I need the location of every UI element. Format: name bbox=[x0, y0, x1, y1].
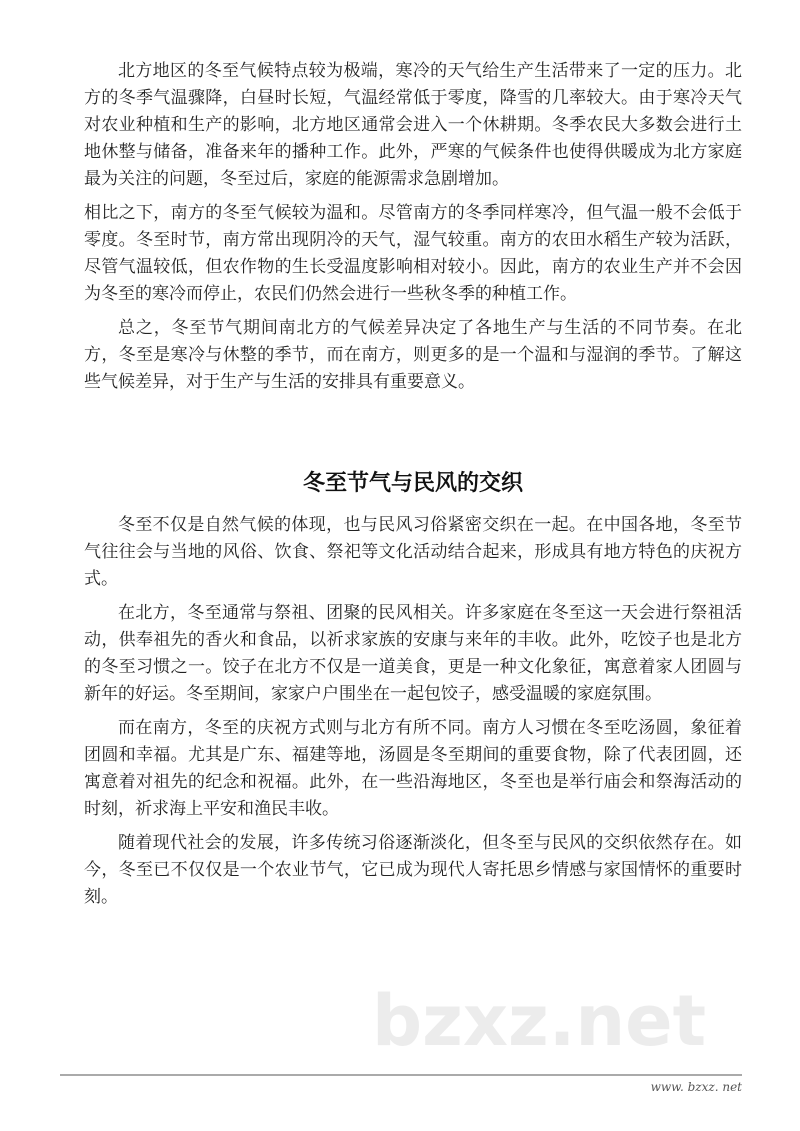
footer-divider bbox=[60, 1074, 742, 1076]
section-heading-wrap bbox=[84, 466, 742, 497]
footer-url: www. bzxz. net bbox=[650, 1080, 742, 1094]
paragraph-climate-summary: 总之，冬至节气期间南北方的气候差异决定了各地生产与生活的不同节奏。在北方，冬至是寒冷与休整的季节，而在南方，则更多的是一个温和与湿润的季节。了解这些气候差异，对于生产与生活的安排具有重要意义。 bbox=[84, 318, 742, 392]
paragraph-north-customs: 在北方，冬至通常与祭祖、团聚的民风相关。许多家庭在冬至这一天会进行祭祖活动，供奉祖先的香火和食品，以祈求家族的安康与来年的丰收。此外，吃饺子也是北方的冬至习惯之一。饺子在北方不仅是一道美食，更是一种文化象征，寓意着家人团圆与新年的好运。冬至期间，家家户户围坐在一起包饺子，感受温暖的家庭氛围。 bbox=[84, 603, 742, 704]
paragraph-south-customs: 而在南方，冬至的庆祝方式则与北方有所不同。南方人习惯在冬至吃汤圆，象征着团圆和幸福。尤其是广东、福建等地，汤圆是冬至期间的重要食物，除了代表团圆，还寓意着对祖先的纪念和祝福。此外，在一些沿海地区，冬至也是举行庙会和祭海活动的时刻，祈求海上平安和渔民丰收。 bbox=[84, 718, 742, 819]
paragraph-north-climate: 北方地区的冬至气候特点较为极端，寒冷的天气给生产生活带来了一定的压力。北方的冬季气温骤降，白昼时长短，气温经常低于零度，降雪的几率较大。由于寒冷天气对农业种植和生产的影响，北方地区通常会进入一个休耕期。冬季农民大多数会进行土地休整与储备，准备来年的播种工作。此外，严寒的气候条件也使得供暖成为北方家庭最为关注的问题，冬至过后，家庭的能源需求急剧增加。 bbox=[84, 61, 742, 189]
paragraph-south-climate: 相比之下，南方的冬至气候较为温和。尽管南方的冬季同样寒冷，但气温一般不会低于零度。冬至时节，南方常出现阴冷的天气，湿气较重。南方的农田水稻生产较为活跃，尽管气温较低，但农作物的生长受温度影响相对较小。因此，南方的农业生产并不会因为冬至的寒冷而停止，农民们仍然会进行一些秋冬季的种植工作。 bbox=[84, 203, 742, 304]
paragraph-modern-customs: 随着现代社会的发展，许多传统习俗逐渐淡化，但冬至与民风的交织依然存在。如今，冬至已不仅仅是一个农业节气，它已成为现代人寄托思乡情感与家国情怀的重要时刻。 bbox=[84, 833, 742, 907]
watermark: bzxz.net bbox=[372, 980, 707, 1062]
paragraph-customs-intro: 冬至不仅是自然气候的体现，也与民风习俗紧密交织在一起。在中国各地，冬至节气往往会与当地的风俗、饮食、祭祀等文化活动结合起来，形成具有地方特色的庆祝方式。 bbox=[84, 515, 742, 589]
section-customs bbox=[84, 512, 742, 918]
section-title: 冬至节气与民风的交织 bbox=[302, 471, 523, 496]
section-climate bbox=[84, 58, 742, 403]
